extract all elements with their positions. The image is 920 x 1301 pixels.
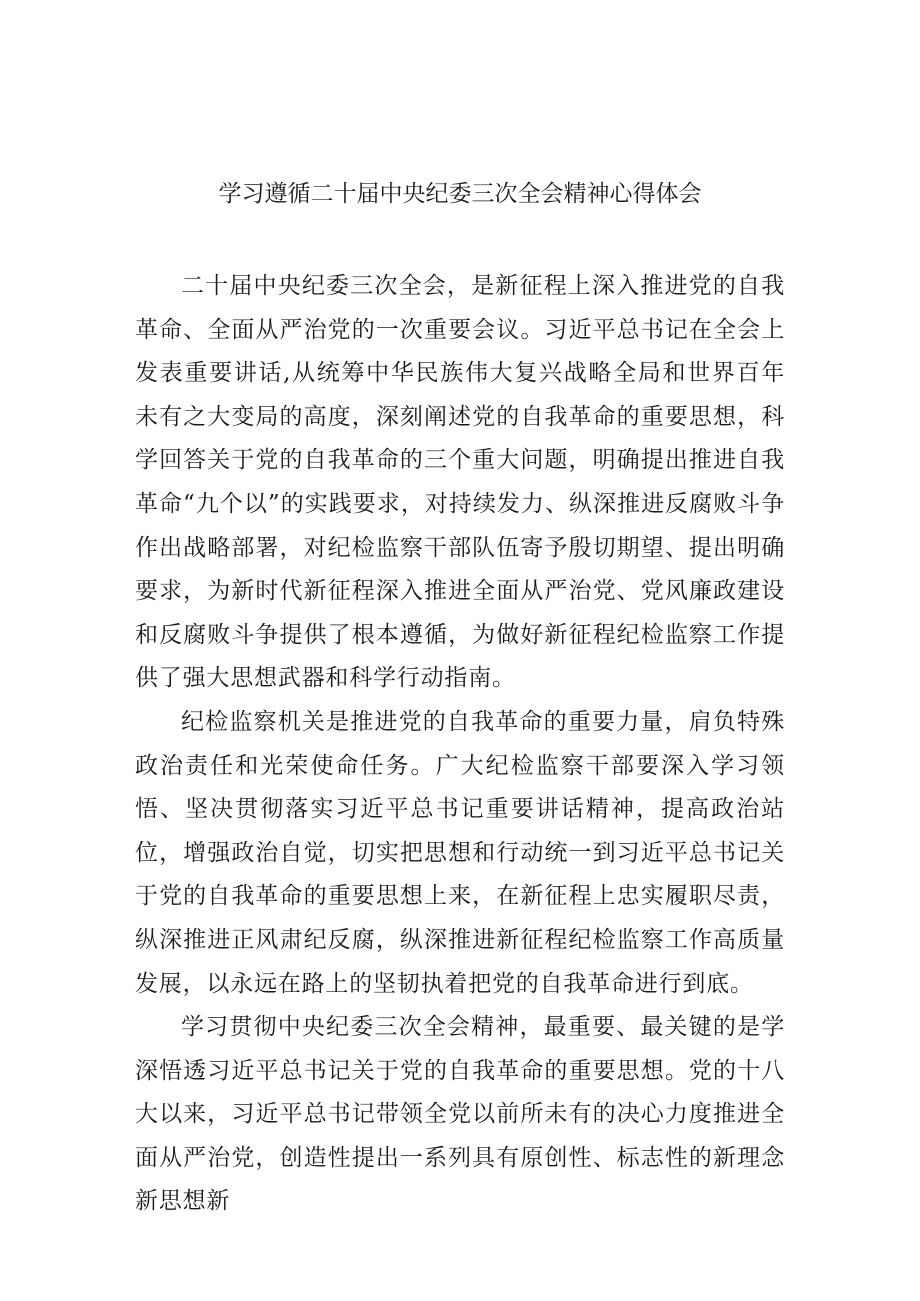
paragraph-2: 纪检监察机关是推进党的自我革命的重要力量，肩负特殊政治责任和光荣使命任务。广大纪检监察干部要深入学习领悟、坚决贯彻落实习近平总书记重要讲话精神，提高政治站位，增强政治自觉，切实把思想和行动统一到习近平总书记关于党的自我革命的重要思想上来，在新征程上忠实履职尽责，纵深推进正风肃纪反腐，纵深推进新征程纪检监察工作高质量发展，以永远在路上的坚韧执着把党的自我革命进行到底。 (135, 708, 785, 997)
paragraph-3: 学习贯彻中央纪委三次全会精神，最重要、最关键的是学深悟透习近平总书记关于党的自我革命的重要思想。党的十八大以来，习近平总书记带领全党以前所未有的决心力度推进全面从严治党，创造性提出一系列具有原创性、标志性的新理念新思想新 (135, 1014, 785, 1215)
document-body (135, 265, 785, 1224)
paragraph-1: 二十届中央纪委三次全会，是新征程上深入推进党的自我革命、全面从严治党的一次重要会议。习近平总书记在全会上发表重要讲话,从统筹中华民族伟大复兴战略全局和世界百年未有之大变局的高度，深刻阐述党的自我革命的重要思想，科学回答关于党的自我革命的三个重大问题，明确提出推进自我革命“九个以”的实践要求，对持续发力、纵深推进反腐败斗争作出战略部署，对纪检监察干部队伍寄予殷切期望、提出明确要求，为新时代新征程深入推进全面从严治党、党风廉政建设和反腐败斗争提供了根本遵循，为做好新征程纪检监察工作提供了强大思想武器和科学行动指南。 (135, 273, 785, 692)
document-title: 学习遵循二十届中央纪委三次全会精神心得体会 (218, 181, 702, 207)
